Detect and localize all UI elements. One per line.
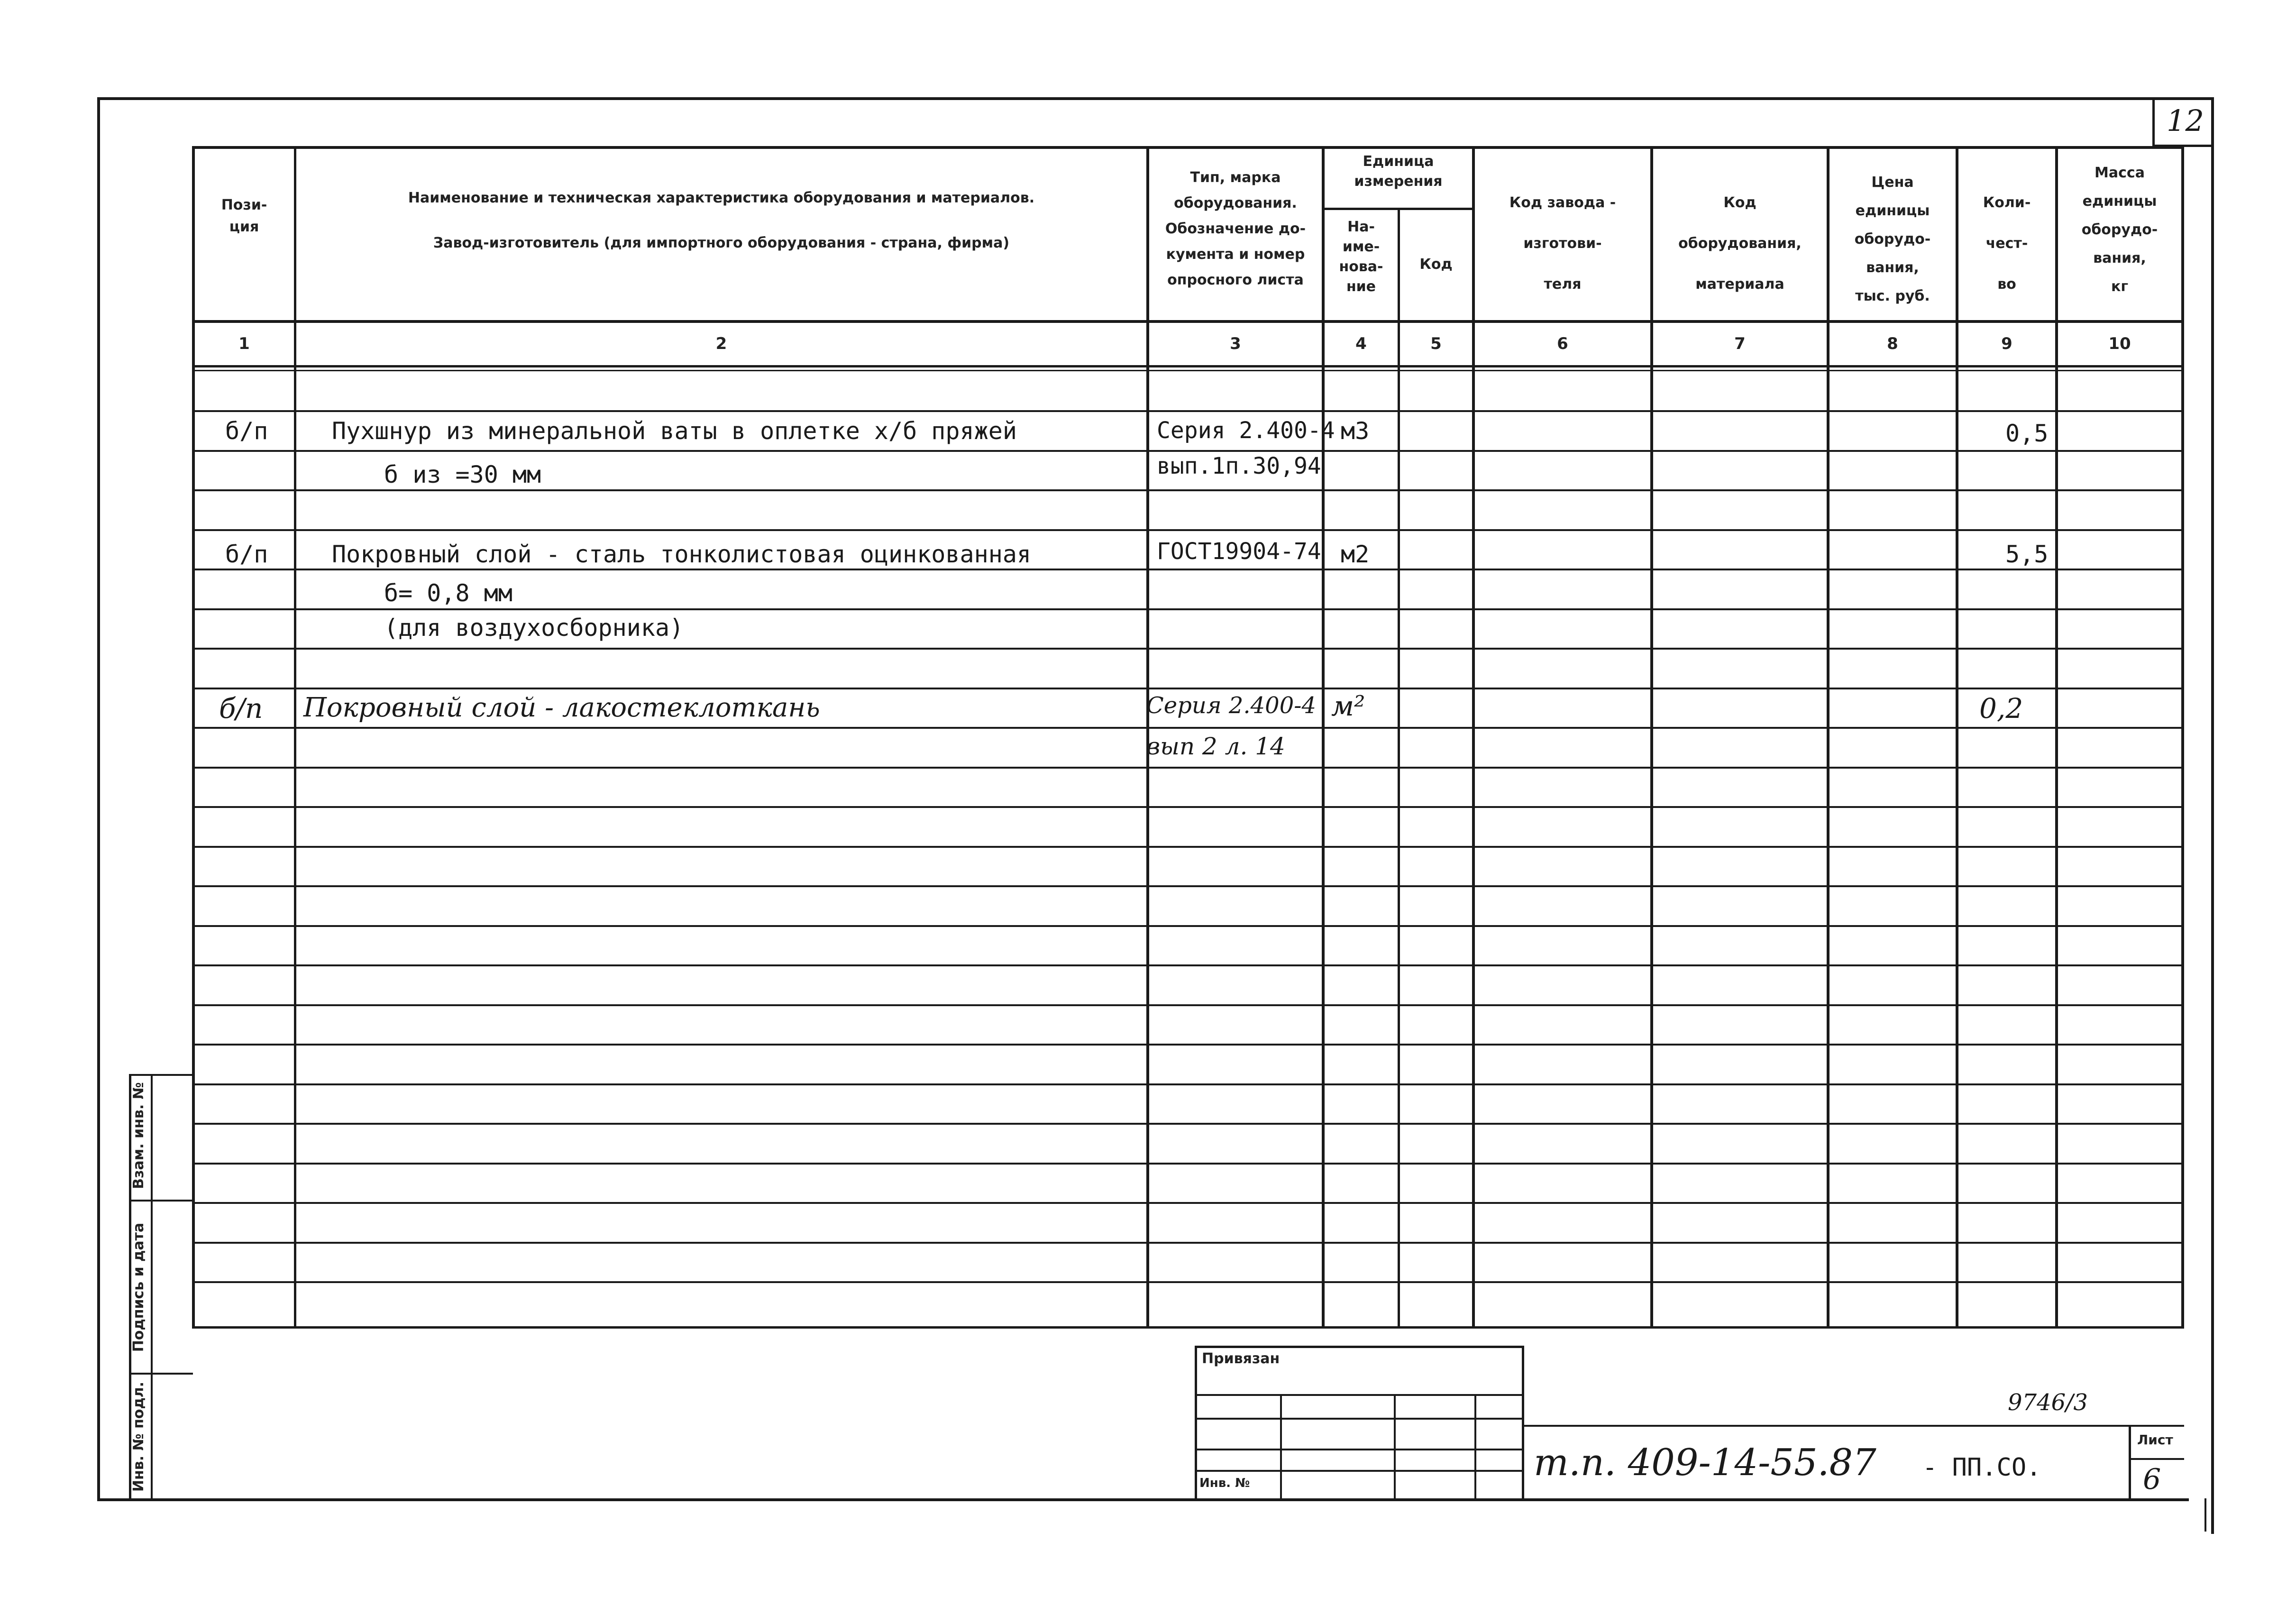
col-num-4: 4	[1355, 334, 1367, 353]
unit-subheader-line	[1322, 208, 1474, 210]
row-3-unit: м2	[1341, 541, 1370, 568]
sheet-number-box-left	[2152, 97, 2155, 147]
table-row-line	[192, 925, 2184, 927]
table-row-line	[192, 1202, 2184, 1204]
document-code: т.п. 409-14-55.87	[1534, 1441, 1876, 1484]
numrow-bottom-line-2	[192, 370, 2184, 371]
privyazan-col-1	[1280, 1394, 1282, 1500]
row-4-name: б= 0,8 мм	[384, 579, 512, 607]
frame-bottom	[97, 1498, 2189, 1501]
table-row-line	[192, 688, 2184, 689]
col-num-1: 1	[238, 334, 250, 353]
right-margin-mark	[2205, 1498, 2206, 1532]
sheet-box-left	[2129, 1425, 2131, 1501]
row-7-type: вып 2 л. 14	[1146, 733, 1285, 760]
row-3-qty: 5,5	[2005, 541, 2049, 568]
col-header-equipment-code: Код оборудования, материала	[1678, 194, 1802, 293]
table-row-line	[192, 489, 2184, 491]
archive-number: 9746/3	[2008, 1389, 2088, 1416]
side-stamp-mid	[151, 1074, 153, 1501]
col-header-mass: Масса единицы оборудо- вания, кг	[2081, 165, 2158, 295]
row-1-position: б/п	[225, 417, 268, 445]
table-row-line	[192, 410, 2184, 412]
row-6-name: Покровный слой - лакостеклоткань	[303, 692, 820, 723]
privyazan-col-2	[1394, 1394, 1396, 1500]
sheet-label: Лист	[2137, 1432, 2173, 1448]
row-6-position: б/п	[219, 692, 263, 725]
row-6-qty: 0,2	[1979, 692, 2023, 725]
side-stamp-original-inv: Инв. № подл.	[130, 1381, 147, 1492]
title-block-top-line	[192, 1326, 2184, 1329]
col-num-5: 5	[1430, 334, 1442, 353]
sheet-number-top: 12	[2167, 103, 2204, 138]
sheet-box-mid	[2129, 1458, 2184, 1460]
header-bottom-line	[192, 320, 2184, 323]
side-stamp-replaced-inv: Взам. инв. №	[130, 1082, 147, 1189]
row-1-name: Пухшнур из минеральной ваты в оплетке х/б пряжей	[332, 417, 1017, 445]
col-header-unit-code: Код	[1419, 256, 1453, 273]
table-left-border	[192, 147, 195, 1328]
table-row-line	[192, 1242, 2184, 1244]
row-6-unit: м²	[1331, 690, 1365, 722]
table-row-line	[192, 1163, 2184, 1165]
privyazan-box-left	[1195, 1346, 1197, 1500]
table-row-line	[192, 767, 2184, 769]
col-header-unit-group: Единица измерения	[1354, 153, 1443, 190]
col-num-9: 9	[2001, 334, 2012, 353]
privyazan-label: Привязан	[1202, 1350, 1280, 1367]
frame-left	[97, 97, 100, 1501]
col-sep-1	[294, 147, 296, 1328]
col-header-name-line1: Наименование и техническая характеристика оборудования и материалов.	[408, 190, 1035, 206]
col-sep-5	[1472, 147, 1475, 1328]
col-sep-7	[1827, 147, 1829, 1328]
table-row-line	[192, 569, 2184, 570]
table-row-line	[192, 1044, 2184, 1046]
col-sep-9	[2055, 147, 2058, 1328]
privyazan-box-right	[1522, 1346, 1524, 1500]
row-5-name: (для воздухосборника)	[384, 614, 684, 642]
side-stamp-signature-date: Подпись и дата	[130, 1222, 147, 1352]
col-num-2: 2	[715, 334, 727, 353]
row-1-qty: 0,5	[2005, 420, 2049, 447]
table-row-line	[192, 450, 2184, 452]
col-sep-6	[1650, 147, 1653, 1328]
designation-top-line	[1524, 1425, 2184, 1427]
table-row-line	[192, 1281, 2184, 1283]
table-row-line	[192, 608, 2184, 610]
col-sep-3	[1322, 147, 1325, 1328]
table-row-line	[192, 1123, 2184, 1125]
row-3-name: Покровный слой - сталь тонколистовая оцинкованная	[332, 541, 1032, 568]
col-header-type: Тип, марка оборудования. Обозначение до- кумента и номер опросного листа	[1165, 169, 1306, 288]
table-row-line	[192, 885, 2184, 887]
side-stamp-sep-1	[129, 1200, 193, 1202]
table-row-line	[192, 648, 2184, 650]
col-header-plant-code: Код завода - изготови- теля	[1509, 194, 1616, 293]
col-num-3: 3	[1230, 334, 1241, 353]
table-row-line	[192, 806, 2184, 808]
privyazan-box-top	[1195, 1346, 1524, 1348]
col-sep-8	[1956, 147, 1958, 1328]
col-num-8: 8	[1887, 334, 1898, 353]
col-header-unit-name: На- име- нова- ние	[1339, 219, 1383, 295]
table-row-line	[192, 727, 2184, 729]
table-row-line	[192, 846, 2184, 848]
row-3-type: ГОСТ19904-74	[1157, 538, 1321, 565]
row-3-position: б/п	[225, 541, 268, 568]
row-2-type: вып.1п.30,94	[1157, 453, 1321, 479]
table-right-border	[2181, 147, 2184, 1328]
frame-right	[2211, 97, 2214, 1534]
row-1-type: Серия 2.400-4	[1157, 417, 1335, 444]
table-row-line	[192, 529, 2184, 531]
privyazan-col-3	[1474, 1394, 1476, 1500]
col-num-10: 10	[2108, 334, 2131, 353]
table-row-line	[192, 1004, 2184, 1006]
document-suffix: - ПП.СО.	[1922, 1453, 2041, 1482]
frame-top	[97, 97, 2214, 100]
header-top-line	[192, 146, 2184, 149]
table-row-line	[192, 1083, 2184, 1085]
row-2-name: б из =30 мм	[384, 461, 541, 488]
inv-number-label: Инв. №	[1199, 1476, 1250, 1490]
table-row-line	[192, 964, 2184, 966]
numrow-bottom-line	[192, 365, 2184, 367]
col-header-name-line2: Завод-изготовитель (для импортного оборудования - страна, фирма)	[433, 235, 1010, 251]
col-num-7: 7	[1734, 334, 1746, 353]
row-6-type: Серия 2.400-4	[1146, 692, 1316, 719]
row-1-unit: м3	[1341, 417, 1370, 445]
col-num-6: 6	[1557, 334, 1568, 353]
col-header-price: Цена единицы оборудо- вания, тыс. руб.	[1854, 174, 1931, 304]
col-header-position: Пози- ция	[221, 197, 267, 235]
side-stamp-top	[129, 1074, 193, 1076]
sheet-value: 6	[2143, 1463, 2161, 1496]
col-header-quantity: Коли- чест- во	[1983, 194, 2031, 293]
